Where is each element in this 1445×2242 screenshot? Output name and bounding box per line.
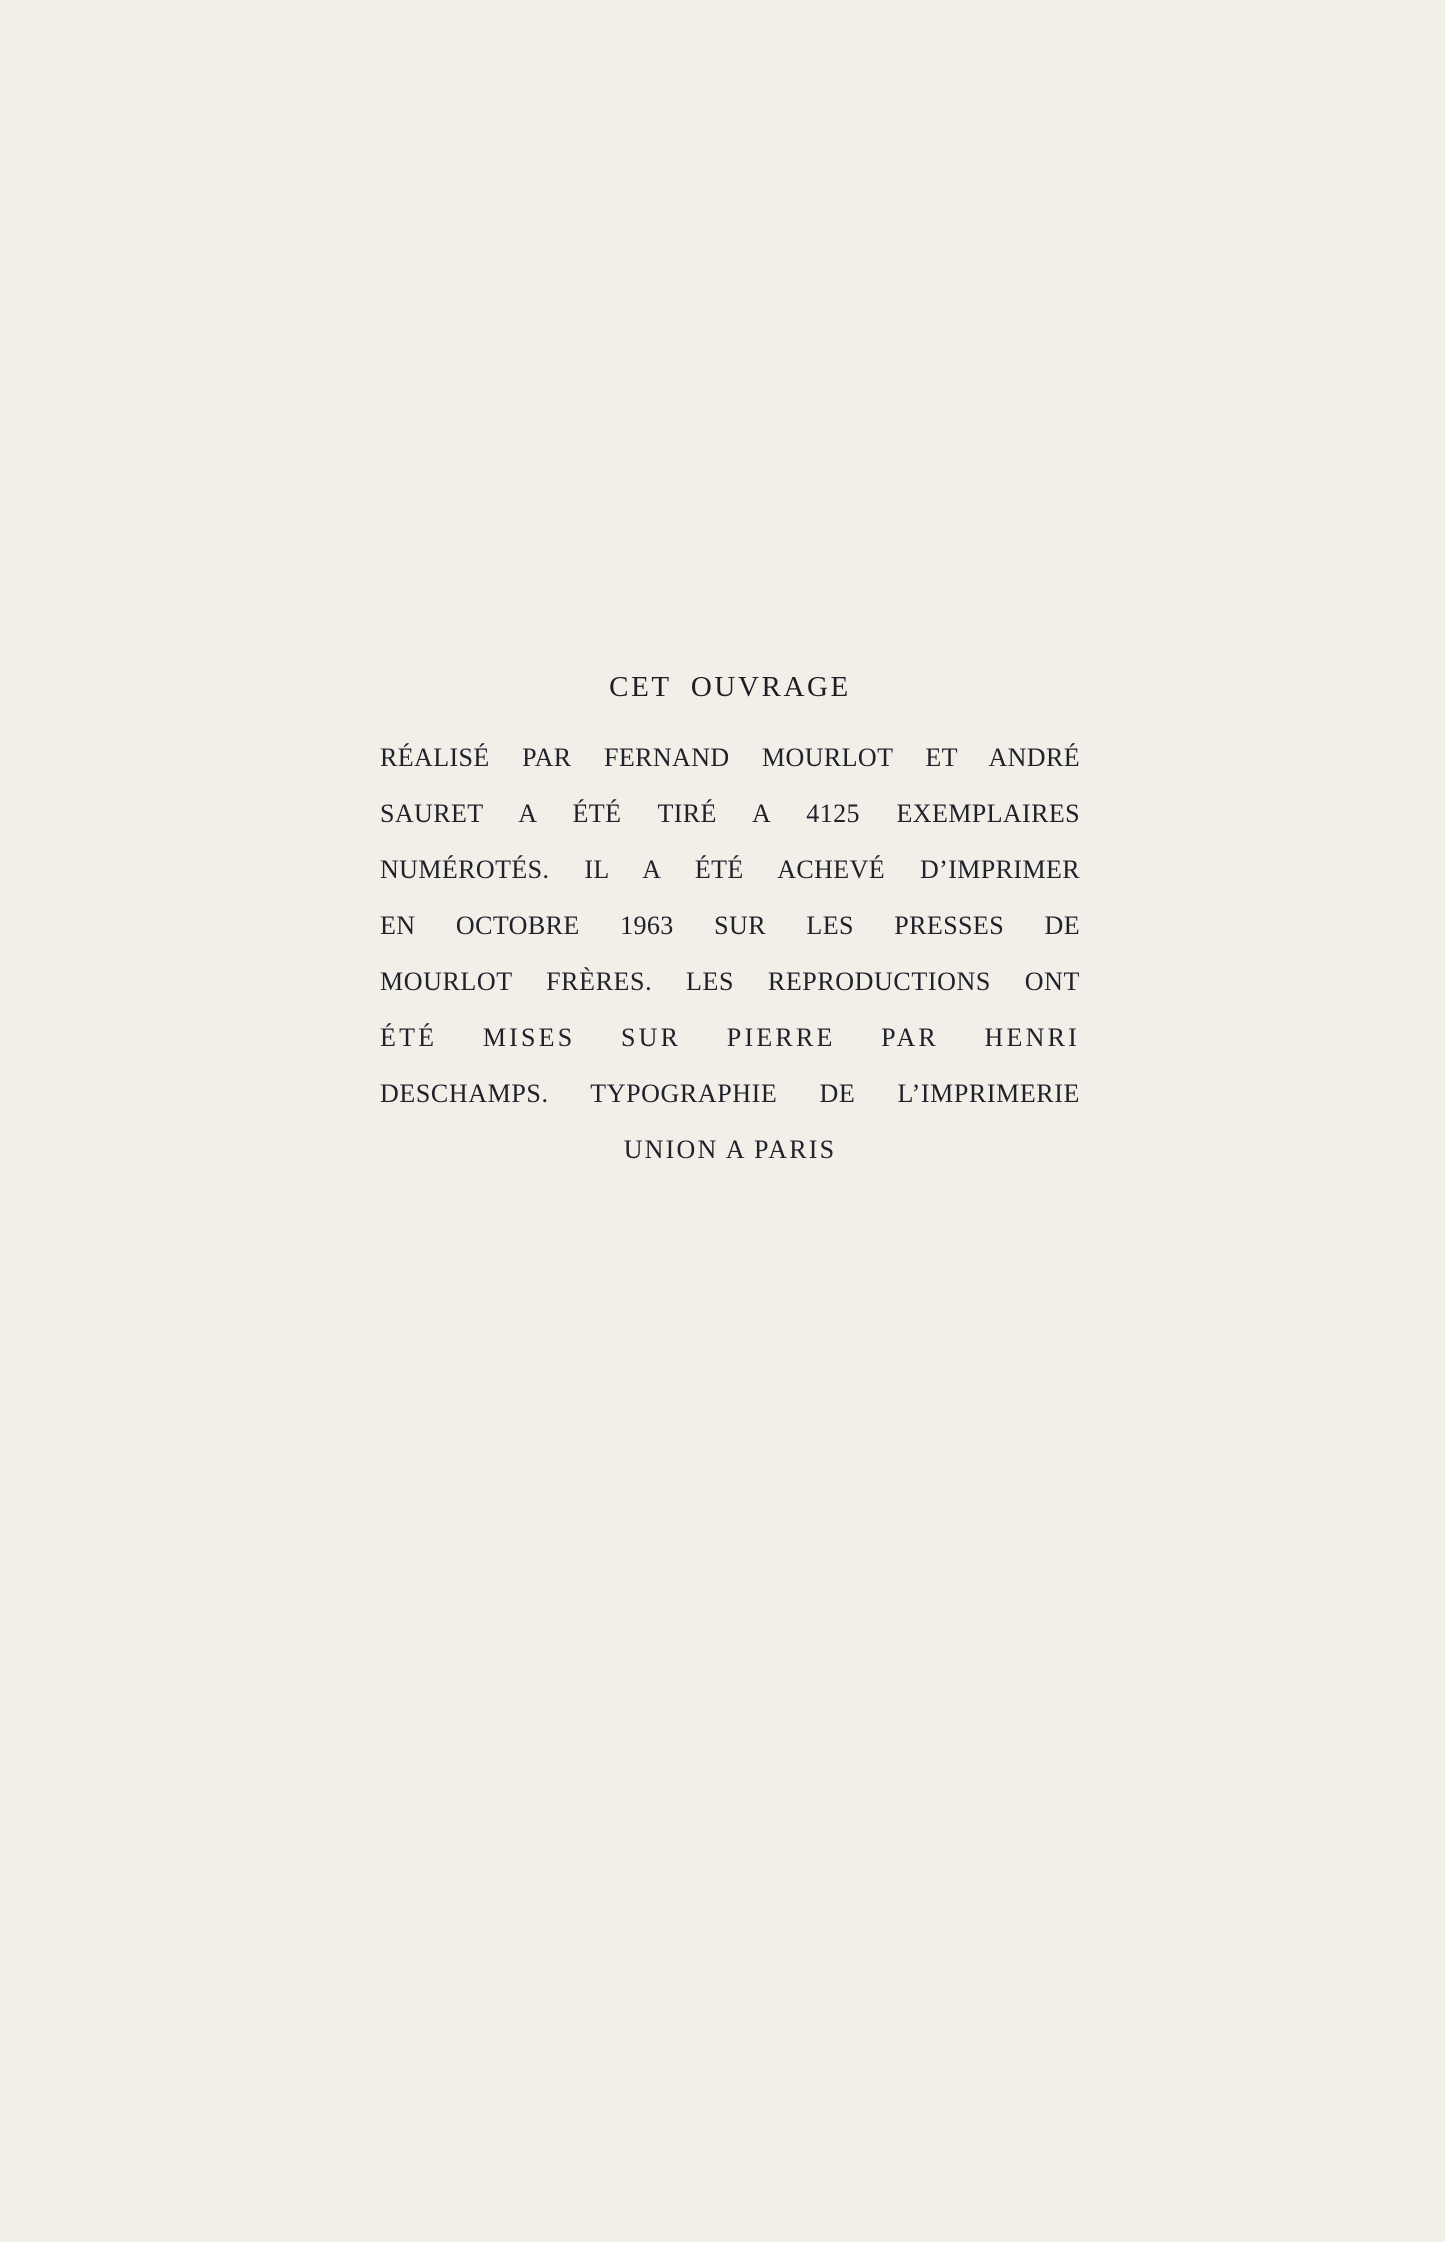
colophon-line-5: MOURLOT FRÈRES. LES REPRODUCTIONS ONT: [380, 966, 1080, 996]
colophon-line-6: ÉTÉ MISES SUR PIERRE PAR HENRI: [380, 1022, 1080, 1052]
colophon-line-7: DESCHAMPS. TYPOGRAPHIE DE L’IMPRIMERIE: [380, 1078, 1080, 1108]
colophon-line-4: EN OCTOBRE 1963 SUR LES PRESSES DE: [380, 910, 1080, 940]
colophon-line-8: UNION A PARIS: [623, 1134, 837, 1164]
colophon-title: CET OUVRAGE: [609, 671, 851, 703]
colophon-line-2: SAURET A ÉTÉ TIRÉ A 4125 EXEMPLAIRES: [380, 798, 1080, 828]
colophon-block: [380, 672, 1080, 1178]
colophon-line-3: NUMÉROTÉS. IL A ÉTÉ ACHEVÉ D’IMPRIMER: [380, 854, 1080, 884]
colophon-line-1: RÉALISÉ PAR FERNAND MOURLOT ET ANDRÉ: [380, 742, 1080, 772]
